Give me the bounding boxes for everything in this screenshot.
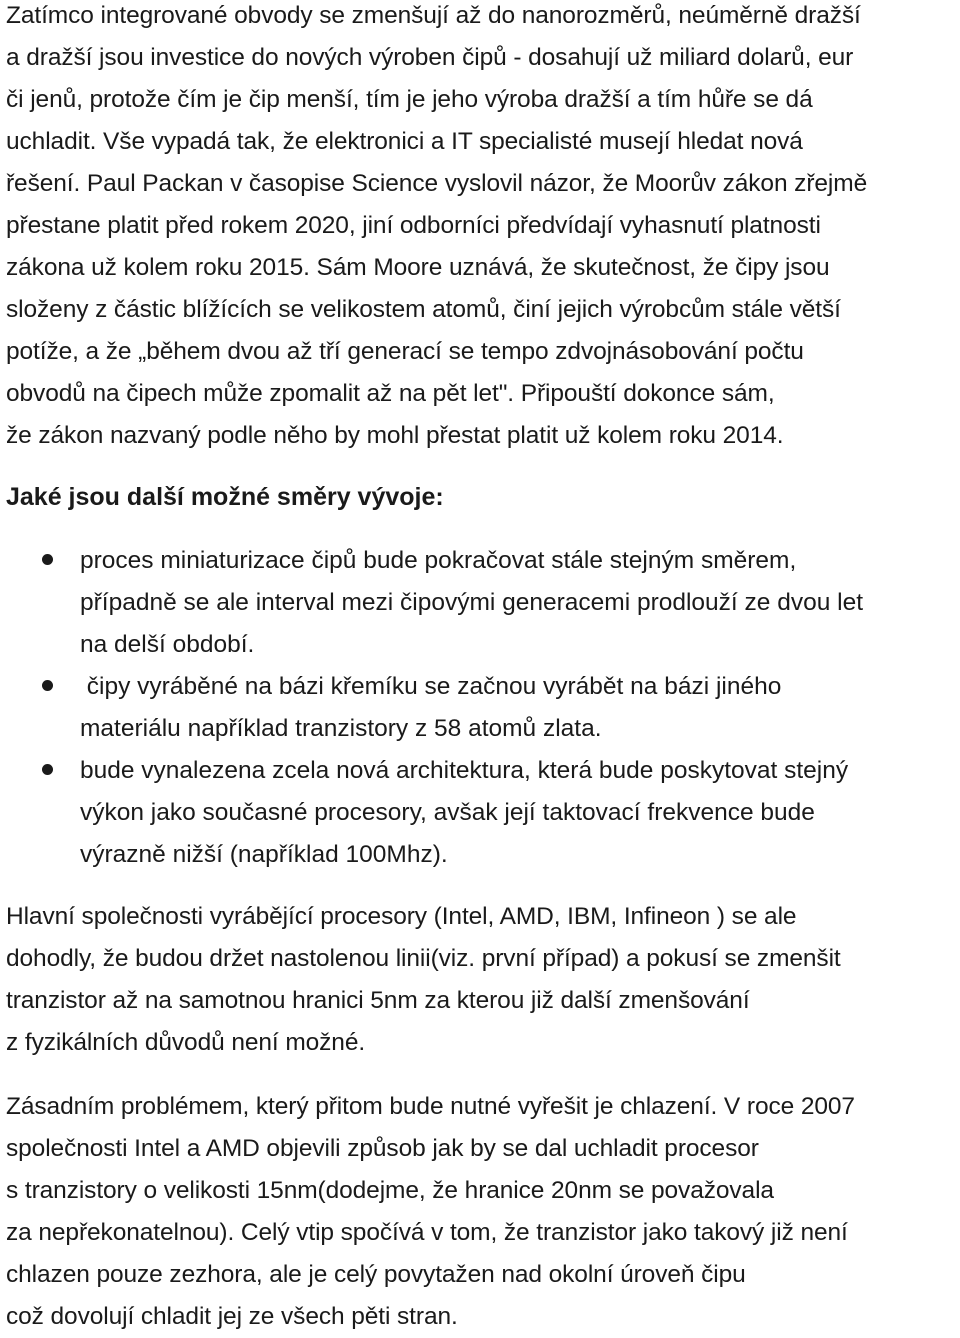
text-line: což dovolují chladit jej ze všech pěti stran. bbox=[6, 1303, 458, 1330]
text-line: řešení. Paul Packan v časopise Science vyslovil názor, že Moorův zákon zřejmě bbox=[6, 170, 868, 197]
text-line: potíže, a že „během dvou až tří generací se tempo zdvojnásobování počtu bbox=[6, 338, 804, 365]
text-line: Hlavní společnosti vyrábějící procesory (Intel, AMD, IBM, Infineon ) se ale bbox=[6, 903, 797, 930]
text-line: tranzistor až na samotnou hranici 5nm za kterou již další zmenšování bbox=[6, 987, 750, 1014]
text-line: s tranzistory o velikosti 15nm(dodejme, že hranice 20nm se považovala bbox=[6, 1177, 774, 1204]
text-line: čipy vyráběné na bázi křemíku se začnou vyrábět na bázi jiného bbox=[80, 673, 782, 700]
text-line: přestane platit před rokem 2020, jiní odborníci předvídají vyhasnutí platnosti bbox=[6, 212, 821, 239]
paragraph-cooling bbox=[6, 1086, 960, 1338]
text-line: Zásadním problémem, který přitom bude nutné vyřešit je chlazení. V roce 2007 bbox=[6, 1093, 855, 1120]
text-line: výrazně nižší (například 100Mhz). bbox=[80, 841, 448, 868]
text-line: materiálu například tranzistory z 58 atomů zlata. bbox=[80, 715, 602, 742]
list-item bbox=[6, 750, 960, 876]
text-line: dohodly, že budou držet nastolenou linii(viz. první případ) a pokusí se zmenšit bbox=[6, 945, 841, 972]
text-line: bude vynalezena zcela nová architektura, která bude poskytovat stejný bbox=[80, 757, 849, 784]
text-line: že zákon nazvaný podle něho by mohl přestat platit už kolem roku 2014. bbox=[6, 422, 784, 449]
paragraph-companies bbox=[6, 896, 960, 1064]
text-line: proces miniaturizace čipů bude pokračovat stále stejným směrem, bbox=[80, 547, 797, 574]
text-line: či jenů, protože čím je čip menší, tím je jeho výroba dražší a tím hůře se dá bbox=[6, 86, 813, 113]
bullet-icon bbox=[42, 680, 53, 691]
text-line: společnosti Intel a AMD objevili způsob jak by se dal uchladit procesor bbox=[6, 1135, 759, 1162]
text-line: případně se ale interval mezi čipovými generacemi prodlouží ze dvou let bbox=[80, 589, 864, 616]
text-line: chlazen pouze zezhora, ale je celý povytažen nad okolní úroveň čipu bbox=[6, 1261, 746, 1288]
text-line: Zatímco integrované obvody se zmenšují až do nanorozměrů, neúměrně dražší bbox=[6, 2, 861, 29]
text-line: výkon jako současné procesory, avšak její taktovací frekvence bude bbox=[80, 799, 815, 826]
text-line: na delší období. bbox=[80, 631, 255, 658]
bullet-list bbox=[6, 540, 960, 876]
text-line: obvodů na čipech může zpomalit až na pět let". Připouští dokonce sám, bbox=[6, 380, 775, 407]
bullet-icon bbox=[42, 554, 53, 565]
paragraph-intro bbox=[6, 0, 960, 457]
list-item bbox=[6, 540, 960, 666]
text-line: zákona už kolem roku 2015. Sám Moore uznává, že skutečnost, že čipy jsou bbox=[6, 254, 830, 281]
text-line: z fyzikálních důvodů není možné. bbox=[6, 1029, 366, 1056]
list-item bbox=[6, 666, 960, 750]
text-line: uchladit. Vše vypadá tak, že elektronici a IT specialisté musejí hledat nová bbox=[6, 128, 803, 155]
text-line: složeny z částic blížících se velikostem atomů, činí jejich výrobcům stále větší bbox=[6, 296, 841, 323]
bullet-icon bbox=[42, 764, 53, 775]
text-line: za nepřekonatelnou). Celý vtip spočívá v tom, že tranzistor jako takový již není bbox=[6, 1219, 848, 1246]
text-line: a dražší jsou investice do nových výroben čipů - dosahují už miliard dolarů, eur bbox=[6, 44, 854, 71]
section-heading: Jaké jsou další možné směry vývoje: bbox=[6, 483, 444, 511]
